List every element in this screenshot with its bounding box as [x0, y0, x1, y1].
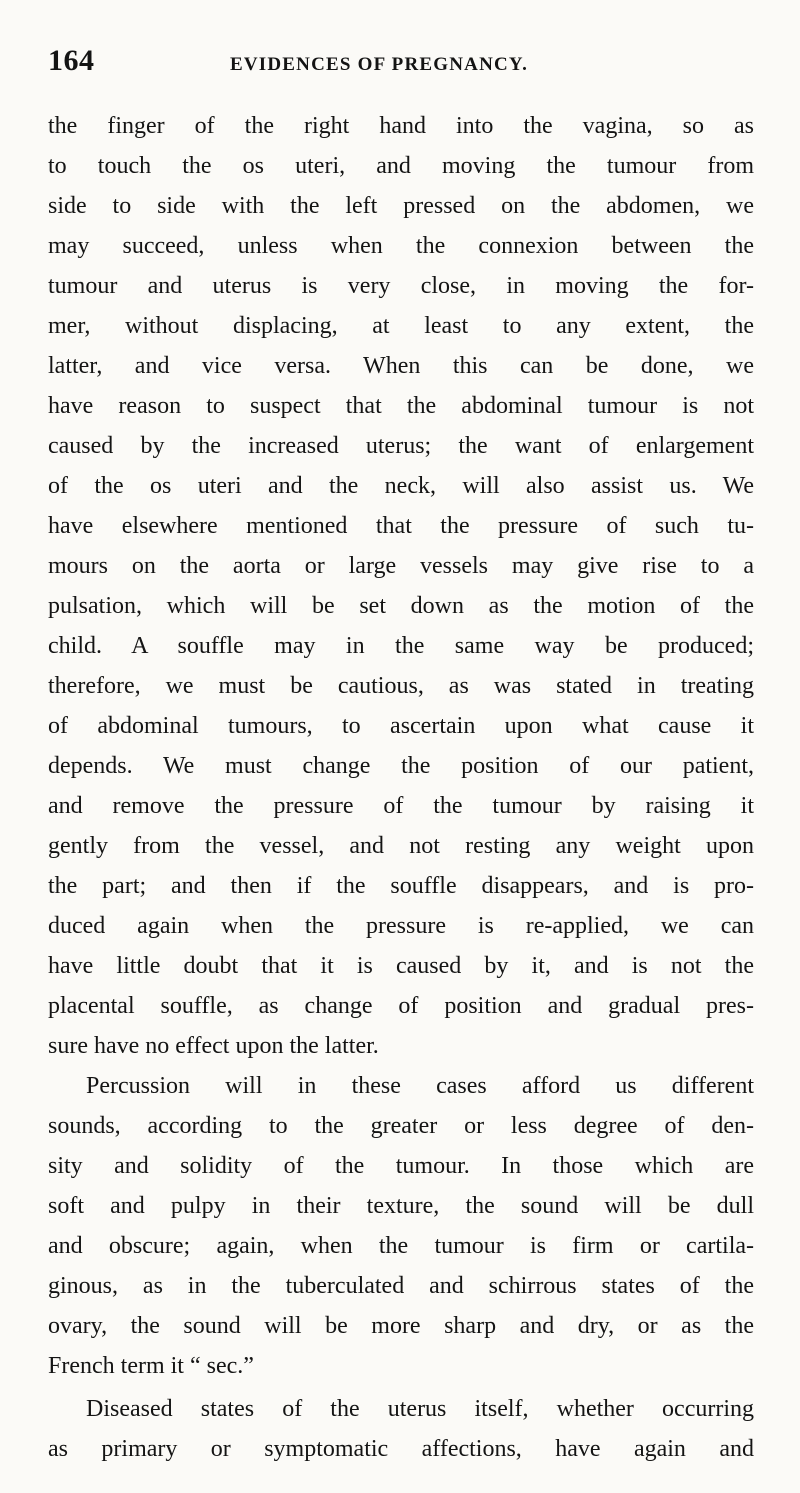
text-line: latter, and vice versa. When this can be done, we — [48, 353, 754, 379]
text-line: duced again when the pressure is re-applied, we can — [48, 913, 754, 939]
text-line: depends. We must change the position of our patient, — [48, 753, 754, 779]
text-line: ovary, the sound will be more sharp and dry, or as the — [48, 1313, 754, 1339]
paragraph-start-line: Diseased states of the uterus itself, whether occurring — [86, 1396, 754, 1422]
text-line: therefore, we must be cautious, as was stated in treating — [48, 673, 754, 699]
text-line: tumour and uterus is very close, in moving the for- — [48, 273, 754, 299]
text-line: mours on the aorta or large vessels may give rise to a — [48, 553, 754, 579]
text-line: child. A souffle may in the same way be produced; — [48, 633, 754, 659]
text-line: gently from the vessel, and not resting any weight upon — [48, 833, 754, 859]
text-line: of abdominal tumours, to ascertain upon what cause it — [48, 713, 754, 739]
text-line: caused by the increased uterus; the want of enlargement — [48, 433, 754, 459]
body-text — [48, 106, 754, 1469]
paragraph-end-line: sure have no effect upon the latter. — [48, 1033, 379, 1059]
text-line: have little doubt that it is caused by it, and is not the — [48, 953, 754, 979]
text-line: may succeed, unless when the connexion between the — [48, 233, 754, 259]
running-header — [48, 44, 760, 84]
text-line: have elsewhere mentioned that the pressure of such tu- — [48, 513, 754, 539]
text-line: pulsation, which will be set down as the motion of the — [48, 593, 754, 619]
text-line: and obscure; again, when the tumour is firm or cartila- — [48, 1233, 754, 1259]
text-line: to touch the os uteri, and moving the tumour from — [48, 153, 754, 179]
page-number: 164 — [48, 44, 95, 77]
text-line: have reason to suspect that the abdominal tumour is not — [48, 393, 754, 419]
text-line: as primary or symptomatic affections, have again and — [48, 1436, 754, 1462]
text-line: sounds, according to the greater or less degree of den- — [48, 1113, 754, 1139]
text-line: sity and solidity of the tumour. In those which are — [48, 1153, 754, 1179]
text-line: side to side with the left pressed on the abdomen, we — [48, 193, 754, 219]
text-line: the part; and then if the souffle disappears, and is pro- — [48, 873, 754, 899]
text-line: the finger of the right hand into the vagina, so as — [48, 113, 754, 139]
paragraph-end-line: French term it “ sec.” — [48, 1353, 254, 1379]
text-line: ginous, as in the tuberculated and schirrous states of the — [48, 1273, 754, 1299]
running-title: EVIDENCES OF PREGNANCY. — [230, 54, 529, 75]
text-line: of the os uteri and the neck, will also assist us. We — [48, 473, 754, 499]
text-line: soft and pulpy in their texture, the sound will be dull — [48, 1193, 754, 1219]
text-line: mer, without displacing, at least to any extent, the — [48, 313, 754, 339]
text-line: placental souffle, as change of position and gradual pres- — [48, 993, 754, 1019]
paragraph-start-line: Percussion will in these cases afford us different — [86, 1073, 754, 1099]
text-line: and remove the pressure of the tumour by raising it — [48, 793, 754, 819]
